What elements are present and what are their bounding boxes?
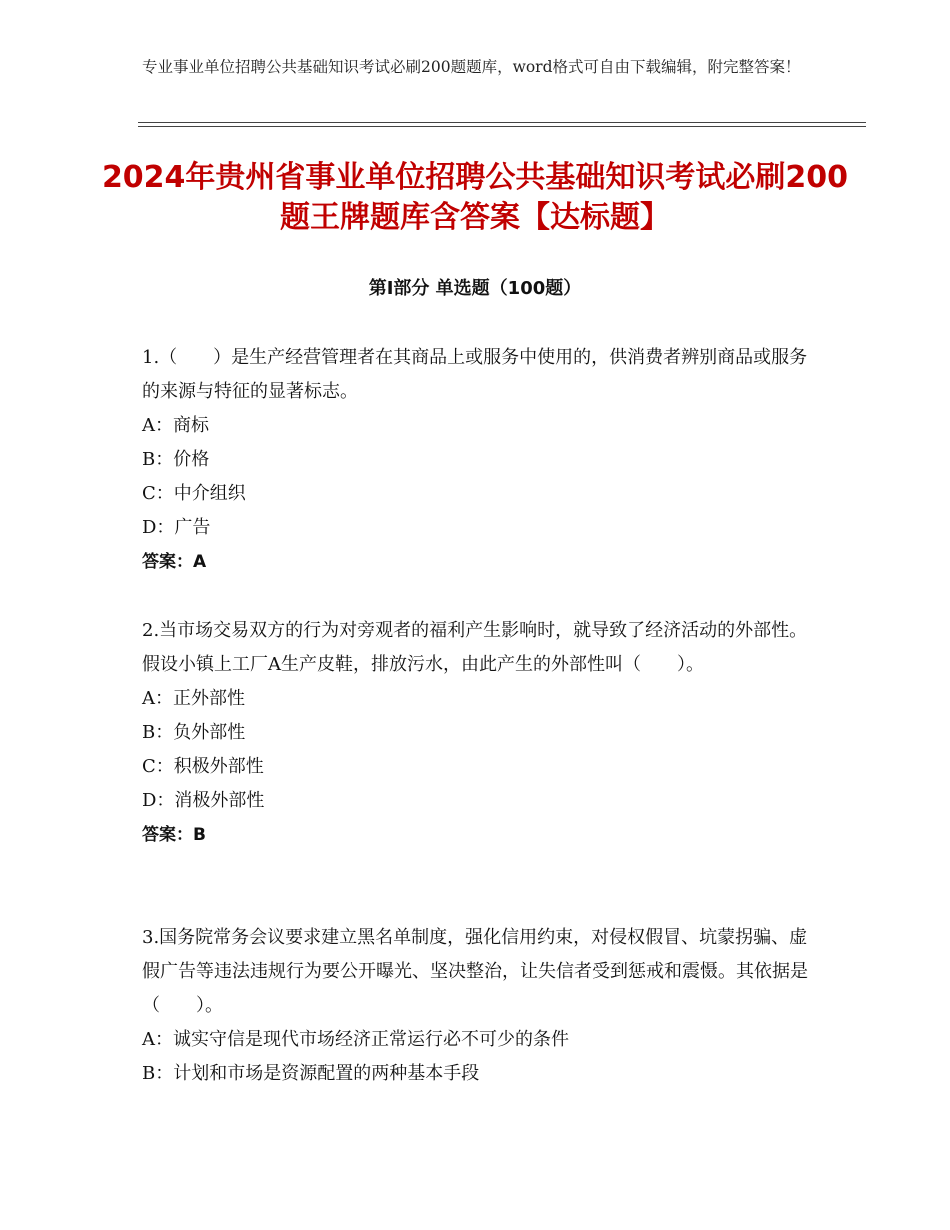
option-b: B：价格 <box>142 449 210 470</box>
question-1 <box>142 341 812 579</box>
question-text: 3.国务院常务会议要求建立黑名单制度，强化信用约束，对侵权假冒、坑蒙拐骗、虚假广告等违法违规行为要公开曝光、坚决整治，让失信者受到惩戒和震慑。其依据是（ ）。 <box>142 927 808 1016</box>
document-title: 2024年贵州省事业单位招聘公共基础知识考试必刷200题王牌题库含答案【达标题】 <box>101 160 849 235</box>
option-d: D：消极外部性 <box>142 790 265 811</box>
header-rule-bottom <box>138 126 866 127</box>
option-c: C：积极外部性 <box>142 756 264 777</box>
option-a: A：商标 <box>142 415 209 436</box>
question-3 <box>142 921 812 1091</box>
option-b: B：计划和市场是资源配置的两种基本手段 <box>142 1063 480 1084</box>
header-rule-top <box>138 122 866 123</box>
option-c: C：中介组织 <box>142 483 246 504</box>
question-text: 1.（ ）是生产经营管理者在其商品上或服务中使用的，供消费者辨别商品或服务的来源与特征的显著标志。 <box>142 347 808 402</box>
question-text: 2.当市场交易双方的行为对旁观者的福利产生影响时，就导致了经济活动的外部性。假设小镇上工厂A生产皮鞋，排放污水，由此产生的外部性叫（ ）。 <box>142 620 808 675</box>
section-title: 第Ⅰ部分 单选题（100题） <box>368 278 582 299</box>
option-d: D：广告 <box>142 517 211 538</box>
option-b: B：负外部性 <box>142 722 246 743</box>
option-a: A：诚实守信是现代市场经济正常运行必不可少的条件 <box>142 1029 569 1050</box>
header-note: 专业事业单位招聘公共基础知识考试必刷200题题库，word格式可自由下载编辑，附完整答案！ <box>142 58 801 76</box>
question-2 <box>142 614 812 852</box>
option-a: A：正外部性 <box>142 688 245 709</box>
answer: 答案：A <box>142 552 207 572</box>
answer: 答案：B <box>142 825 206 845</box>
